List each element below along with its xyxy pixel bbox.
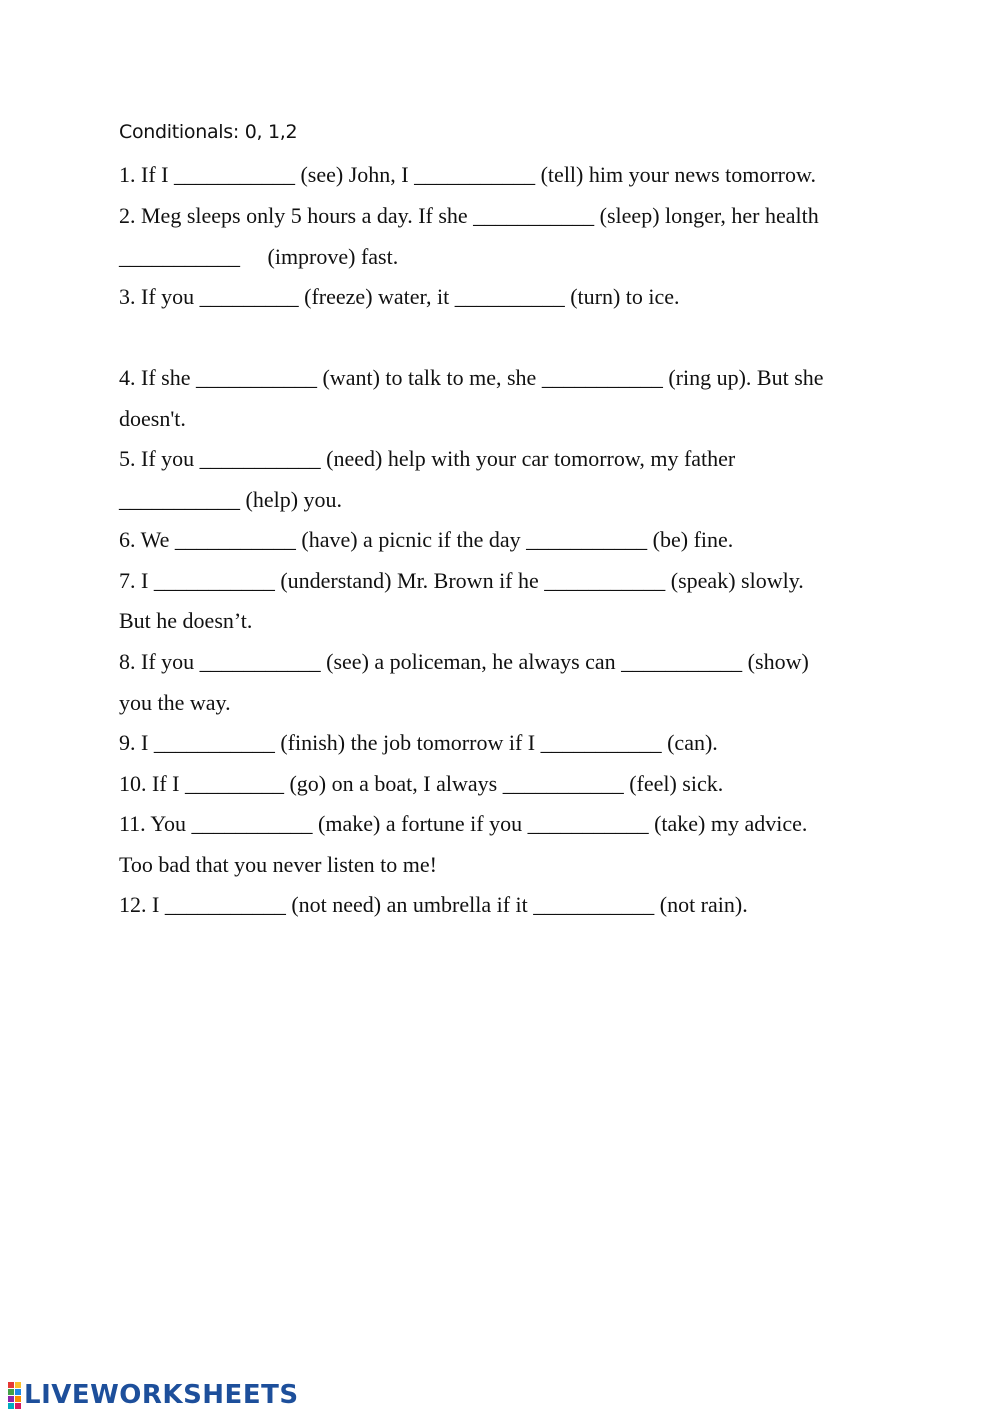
worksheet-line: ___________ (help) you. — [119, 487, 343, 512]
logo-square — [8, 1396, 14, 1402]
worksheet-line: you the way. — [119, 690, 231, 715]
logo-square — [8, 1403, 14, 1409]
logo-square — [8, 1389, 14, 1395]
worksheet-line: 12. I ___________ (not need) an umbrella if it ___________ (not rain). — [119, 892, 748, 917]
logo-squares-icon — [8, 1382, 21, 1409]
worksheet-line: 3. If you _________ (freeze) water, it __________ (turn) to ice. — [119, 284, 680, 309]
logo-square — [8, 1382, 14, 1388]
brand-name: LIVEWORKSHEETS — [24, 1380, 299, 1410]
worksheet-line: But he doesn’t. — [119, 608, 253, 633]
worksheet-line: Too bad that you never listen to me! — [119, 852, 437, 877]
worksheet-line: 10. If I _________ (go) on a boat, I always ___________ (feel) sick. — [119, 771, 724, 796]
worksheet-line: 4. If she ___________ (want) to talk to me, she ___________ (ring up). But she — [119, 365, 824, 390]
worksheet-line: 8. If you ___________ (see) a policeman, he always can ___________ (show) — [119, 649, 809, 674]
logo-square — [15, 1396, 21, 1402]
worksheet-line: 1. If I ___________ (see) John, I ___________ (tell) him your news tomorrow. — [119, 162, 816, 187]
logo-square — [15, 1403, 21, 1409]
worksheet-title: Conditionals: 0, 1,2 — [119, 121, 298, 143]
logo-square — [15, 1382, 21, 1388]
worksheet-line: doesn't. — [119, 406, 186, 431]
worksheet-line: 7. I ___________ (understand) Mr. Brown if he ___________ (speak) slowly. — [119, 568, 804, 593]
worksheet-line: 5. If you ___________ (need) help with your car tomorrow, my father — [119, 446, 736, 471]
worksheet-line: 11. You ___________ (make) a fortune if you ___________ (take) my advice. — [119, 811, 808, 836]
worksheet-line: 2. Meg sleeps only 5 hours a day. If she ___________ (sleep) longer, her health — [119, 203, 819, 228]
worksheet-line: 9. I ___________ (finish) the job tomorrow if I ___________ (can). — [119, 730, 718, 755]
liveworksheets-logo[interactable] — [8, 1380, 299, 1410]
worksheet-line: 6. We ___________ (have) a picnic if the day ___________ (be) fine. — [119, 527, 734, 552]
logo-square — [15, 1389, 21, 1395]
worksheet-line: ___________ (improve) fast. — [119, 244, 399, 269]
